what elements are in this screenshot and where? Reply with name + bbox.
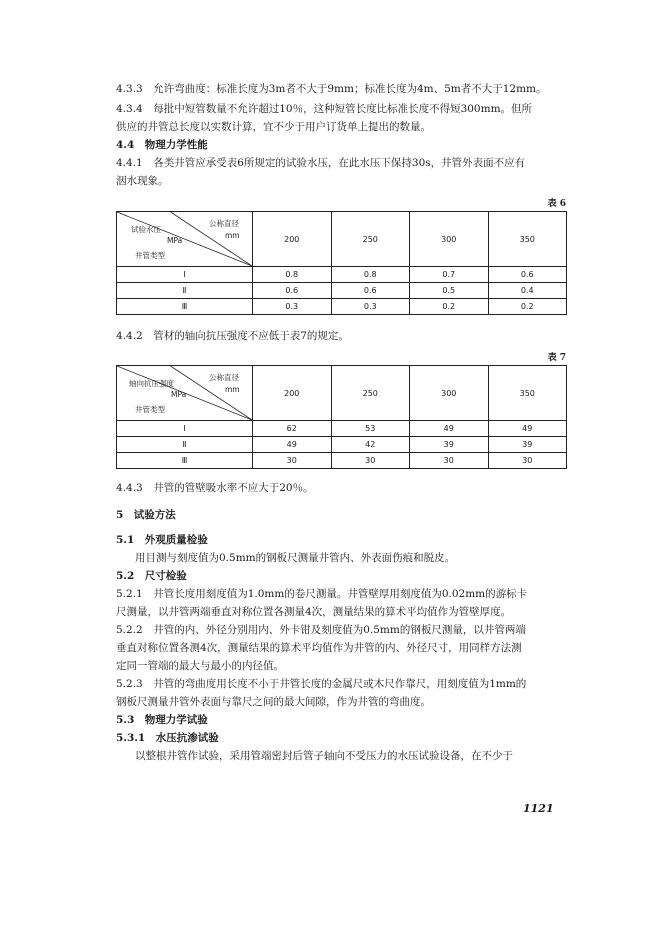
clause-5-2-3-cont: 钢板尺测量井管外表面与靠尺之间的最大间隙，作为井管的弯曲度。 (116, 696, 431, 708)
table-row (117, 299, 567, 315)
header-cell: 250 (331, 366, 410, 421)
table-row (117, 437, 567, 453)
clause-5-2-1: 5.2.1 井管长度用刻度值为1.0mm的卷尺测量。井管壁厚用刻度值为0.02mm的游标卡 (116, 588, 528, 600)
row-type: Ⅰ (117, 421, 253, 437)
header-cell: 200 (253, 212, 332, 267)
table-cell: 42 (331, 437, 410, 453)
table-row (117, 421, 567, 437)
header-cell: 350 (488, 366, 567, 421)
table-row (117, 453, 567, 469)
header-cell: 300 (410, 212, 489, 267)
table-7-caption: 表 7 (547, 353, 566, 363)
row-type: Ⅱ (117, 283, 253, 299)
clause-4-4-2: 4.4.2 管材的轴向抗压强度不应低于表7的规定。 (116, 330, 349, 342)
table-corner-cell (117, 212, 253, 267)
header-cell: 300 (410, 366, 489, 421)
table-cell: 49 (410, 421, 489, 437)
clause-4-3-4: 4.3.4 每批中短管数量不允许超过10％，这种短管长度比标准长度不得短300mm。但所 (116, 103, 533, 115)
table-cell: 39 (488, 437, 567, 453)
corner-strength-unit: MPa (171, 390, 187, 399)
clause-5-2-2-cont: 垂直对称位置各测4次，测量结果的算术平均值作为井管的内、外径尺寸，用同样方法测 (116, 642, 522, 654)
table-header-row (117, 366, 567, 421)
row-type: Ⅱ (117, 437, 253, 453)
clause-4-3-4-cont: 供应的井管总长度以实数计算，宜不少于用户订货单上提出的数量。 (116, 121, 431, 133)
table-cell: 0.2 (410, 299, 489, 315)
table-corner-cell (117, 366, 253, 421)
clause-5-2-2-cont2: 定同一管端的最大与最小的内径值。 (116, 660, 284, 672)
section-5-3-1-heading: 5.3.1 水压抗渗试验 (116, 732, 219, 744)
corner-pressure-unit: MPa (167, 236, 183, 245)
header-cell: 250 (331, 212, 410, 267)
table-row (117, 267, 567, 283)
clause-5-1-text: 用目测与刻度值为0.5mm的钢板尺测量井管内、外表面伤痕和脱皮。 (135, 552, 456, 564)
corner-type-label: 井管类型 (135, 251, 165, 260)
header-cell: 200 (253, 366, 332, 421)
table-6-caption: 表 6 (547, 199, 566, 209)
table-cell: 30 (331, 453, 410, 469)
clause-4-4-3: 4.4.3 井管的管壁吸水率不应大于20％。 (116, 482, 314, 494)
corner-type-label: 井管类型 (135, 405, 165, 414)
clause-4-4-1: 4.4.1 各类井管应承受表6所规定的试验水压，在此水压下保持30s，井管外表面不应有 (116, 157, 526, 169)
table-cell: 0.3 (331, 299, 410, 315)
table-header-row (117, 212, 567, 267)
section-4-4-heading: 4.4 物理力学性能 (116, 139, 208, 151)
clause-5-3-1-text: 以整根井管作试验，采用管端密封后管子轴向不受压力的水压试验设备，在不少于 (135, 750, 513, 762)
table-cell: 0.7 (410, 267, 489, 283)
section-5-heading: 5 试验方法 (116, 509, 176, 521)
row-type: Ⅲ (117, 453, 253, 469)
table-cell: 0.8 (331, 267, 410, 283)
table-cell: 0.6 (253, 283, 332, 299)
table-cell: 62 (253, 421, 332, 437)
clause-4-4-1-cont: 洇水现象。 (116, 175, 169, 187)
table-6 (116, 211, 567, 315)
table-cell: 49 (253, 437, 332, 453)
corner-strength-label: 轴向抗压强度 (129, 379, 174, 388)
table-cell: 0.2 (488, 299, 567, 315)
table-row (117, 283, 567, 299)
corner-diameter-unit: mm (225, 231, 240, 240)
corner-pressure-label: 试验水压 (131, 225, 161, 234)
table-cell: 0.6 (331, 283, 410, 299)
table-cell: 30 (410, 453, 489, 469)
section-5-1-heading: 5.1 外观质量检验 (116, 534, 208, 546)
clause-5-2-1-cont: 尺测量，以井管两端垂直对称位置各测量4次，测量结果的算术平均值作为管壁厚度。 (116, 606, 512, 618)
clause-5-2-2: 5.2.2 井管的内、外径分别用内、外卡钳及刻度值为0.5mm的钢板尺测量，以井管两端 (116, 624, 526, 636)
table-cell: 53 (331, 421, 410, 437)
clause-4-3-3: 4.3.3 允许弯曲度：标准长度为3m者不大于9mm；标准长度为4m、5m者不大于12mm。 (116, 83, 547, 95)
row-type: Ⅲ (117, 299, 253, 315)
table-cell: 0.5 (410, 283, 489, 299)
table-cell: 0.6 (488, 267, 567, 283)
header-cell: 350 (488, 212, 567, 267)
table-cell: 49 (488, 421, 567, 437)
table-cell: 0.3 (253, 299, 332, 315)
table-cell: 30 (253, 453, 332, 469)
corner-diameter-label: 公称直径 (209, 373, 239, 382)
table-cell: 30 (488, 453, 567, 469)
clause-5-2-3: 5.2.3 井管的弯曲度用长度不小于井管长度的金属尺或木尺作靠尺，用刻度值为1mm的 (116, 678, 527, 690)
table-7 (116, 365, 567, 469)
page-number: 1121 (523, 802, 554, 815)
table-cell: 0.4 (488, 283, 567, 299)
section-5-2-heading: 5.2 尺寸检验 (116, 570, 187, 582)
section-5-3-heading: 5.3 物理力学试验 (116, 714, 208, 726)
table-cell: 39 (410, 437, 489, 453)
corner-diameter-unit: mm (225, 385, 240, 394)
table-cell: 0.8 (253, 267, 332, 283)
corner-diameter-label: 公称直径 (209, 219, 239, 228)
row-type: Ⅰ (117, 267, 253, 283)
